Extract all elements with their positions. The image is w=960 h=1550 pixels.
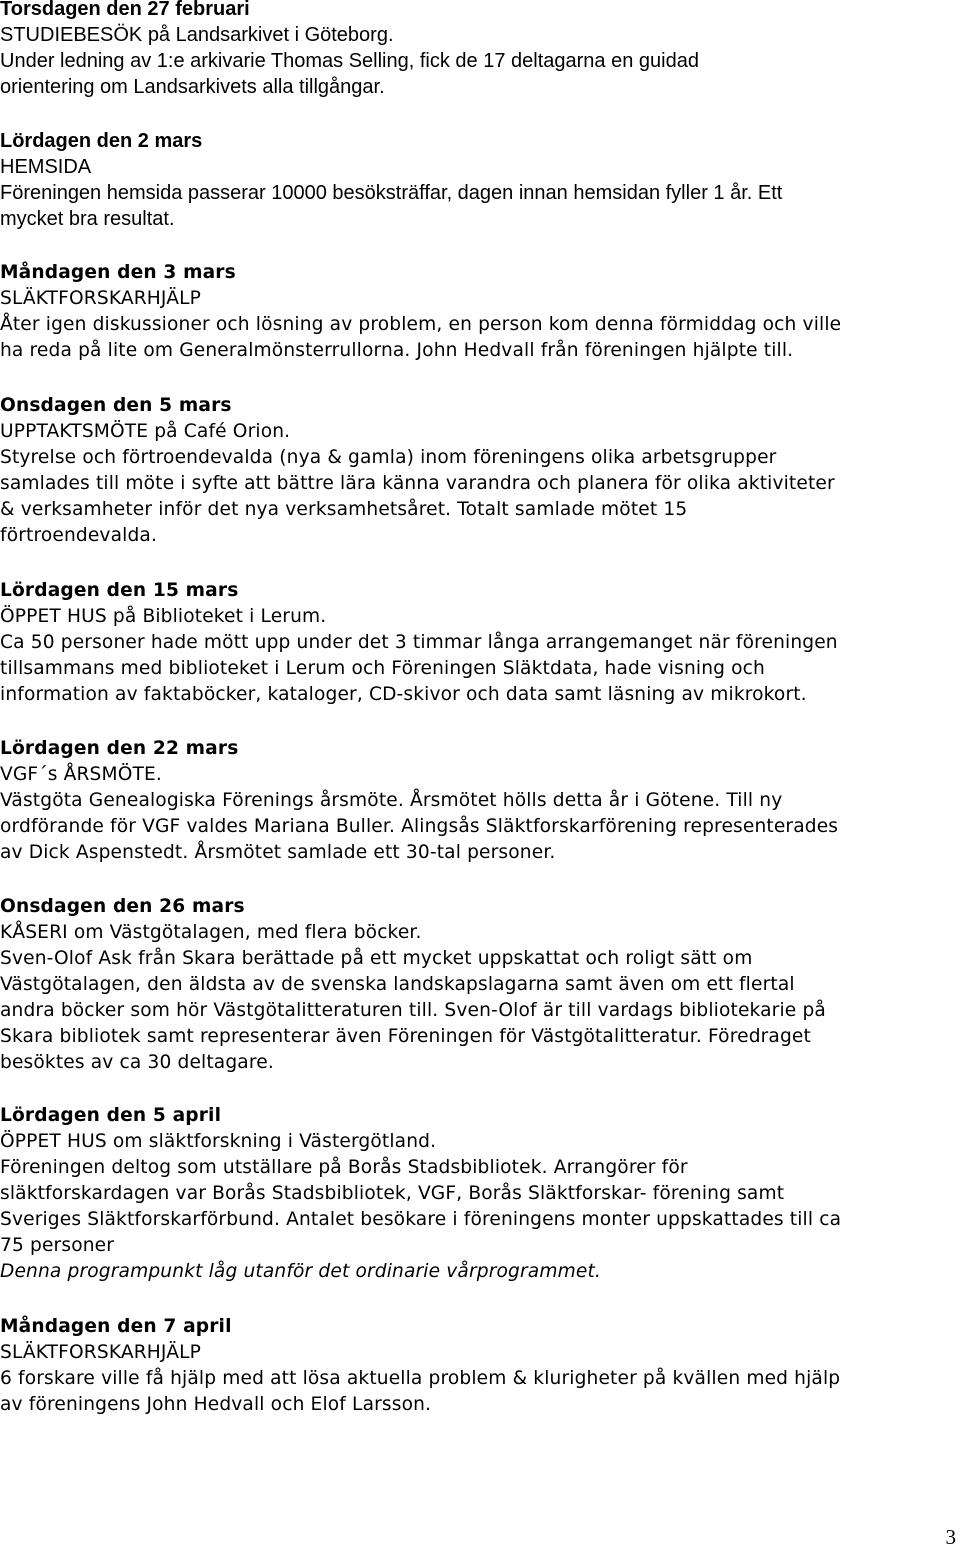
entry-mandagen-7-april <box>0 1314 840 1418</box>
entry-heading: Onsdagen den 5 mars <box>0 395 232 416</box>
entry-line: SLÄKTFORSKARHJÄLP <box>0 288 201 309</box>
page-number: 3 <box>945 1525 956 1549</box>
entry-line: Skara bibliotek samt representerar även Föreningen för Västgötalitteratur. Föredraget <box>0 1026 811 1047</box>
entry-line: av föreningens John Hedvall och Elof Larsson. <box>0 1394 432 1415</box>
entry-lordagen-22-mars <box>0 736 838 866</box>
entry-line: VGF´s ÅRSMÖTE. <box>0 764 162 785</box>
entry-line: Föreningen deltog som utställare på Borås Stadsbibliotek. Arrangörer för <box>0 1157 688 1178</box>
entry-heading: Lördagen den 2 mars <box>0 130 203 152</box>
entry-line: Föreningen hemsida passerar 10000 besöksträffar, dagen innan hemsidan fyller 1 år. Ett <box>0 182 783 204</box>
entry-line: mycket bra resultat. <box>0 208 175 230</box>
entry-heading: Lördagen den 15 mars <box>0 580 239 601</box>
entry-line: Västgötalagen, den äldsta av de svenska landskapslagarna samt även om ett flertal <box>0 974 795 995</box>
entry-heading: Måndagen den 7 april <box>0 1316 232 1337</box>
entry-heading: Onsdagen den 26 mars <box>0 896 245 917</box>
entry-line: HEMSIDA <box>0 156 92 178</box>
entry-line: orientering om Landsarkivets alla tillgångar. <box>0 76 385 98</box>
entry-line: ÖPPET HUS på Biblioteket i Lerum. <box>0 606 327 627</box>
entry-line: ÖPPET HUS om släktforskning i Västergötland. <box>0 1131 437 1152</box>
entry-line: samlades till möte i syfte att bättre lära känna varandra och planera för olika aktiviteter <box>0 473 835 494</box>
entry-line: andra böcker som hör Västgötalitteraturen till. Sven-Olof är till vardags bibliotekarie på <box>0 1000 826 1021</box>
entry-heading: Lördagen den 5 april <box>0 1105 222 1126</box>
entry-line: tillsammans med biblioteket i Lerum och Föreningen Släktdata, hade visning och <box>0 658 765 679</box>
entry-line: Under ledning av 1:e arkivarie Thomas Selling, fick de 17 deltagarna en guidad <box>0 50 699 72</box>
entry-mandagen-3-mars <box>0 260 841 364</box>
entry-line: ordförande för VGF valdes Mariana Buller. Alingsås Släktforskarförening representerades <box>0 816 839 837</box>
entry-line: ha reda på lite om Generalmönsterrullorna. John Hedvall från föreningen hjälpte till. <box>0 340 794 361</box>
entry-lordagen-2-mars <box>0 128 782 232</box>
entry-lordagen-15-mars <box>0 578 838 708</box>
entry-line: & verksamheter inför det nya verksamhetsåret. Totalt samlade mötet 15 <box>0 499 688 520</box>
entry-line: Sven-Olof Ask från Skara berättade på ett mycket uppskattat och roligt sätt om <box>0 948 753 969</box>
entry-line: av Dick Aspenstedt. Årsmötet samlade ett 30-tal personer. <box>0 842 556 863</box>
entry-note: Denna programpunkt låg utanför det ordinarie vårprogrammet. <box>0 1261 601 1282</box>
entry-line: information av faktaböcker, kataloger, CD-skivor och data samt läsning av mikrokort. <box>0 684 807 705</box>
entry-onsdagen-26-mars <box>0 894 826 1076</box>
entry-line: förtroendevalda. <box>0 525 158 546</box>
entry-line: SLÄKTFORSKARHJÄLP <box>0 1342 201 1363</box>
entry-line: Åter igen diskussioner och lösning av problem, en person kom denna förmiddag och ville <box>0 314 842 335</box>
entry-lordagen-5-april <box>0 1103 841 1285</box>
entry-torsdagen-27-februari <box>0 0 699 100</box>
entry-line: STUDIEBESÖK på Landsarkivet i Göteborg. <box>0 24 394 46</box>
entry-line: släktforskardagen var Borås Stadsbibliotek, VGF, Borås Släktforskar- förening samt <box>0 1183 785 1204</box>
entry-line: 75 personer <box>0 1235 115 1256</box>
entry-heading: Måndagen den 3 mars <box>0 262 236 283</box>
entry-line: Västgöta Genealogiska Förenings årsmöte. Årsmötet hölls detta år i Götene. Till ny <box>0 790 783 811</box>
entry-line: besöktes av ca 30 deltagare. <box>0 1052 274 1073</box>
entry-onsdagen-5-mars <box>0 393 835 549</box>
entry-line: UPPTAKTSMÖTE på Café Orion. <box>0 421 291 442</box>
entry-line: KÅSERI om Västgötalagen, med flera böcker. <box>0 922 422 943</box>
entry-line: Styrelse och förtroendevalda (nya & gamla) inom föreningens olika arbetsgrupper <box>0 447 777 468</box>
entry-line: Sveriges Släktforskarförbund. Antalet besökare i föreningens monter uppskattades till ca <box>0 1209 842 1230</box>
entry-line: Ca 50 personer hade mött upp under det 3 timmar långa arrangemanget när föreningen <box>0 632 838 653</box>
entry-heading: Torsdagen den 27 februari <box>0 0 250 20</box>
entry-heading: Lördagen den 22 mars <box>0 738 239 759</box>
entry-line: 6 forskare ville få hjälp med att lösa aktuella problem & klurigheter på kvällen med hjälp <box>0 1368 841 1389</box>
